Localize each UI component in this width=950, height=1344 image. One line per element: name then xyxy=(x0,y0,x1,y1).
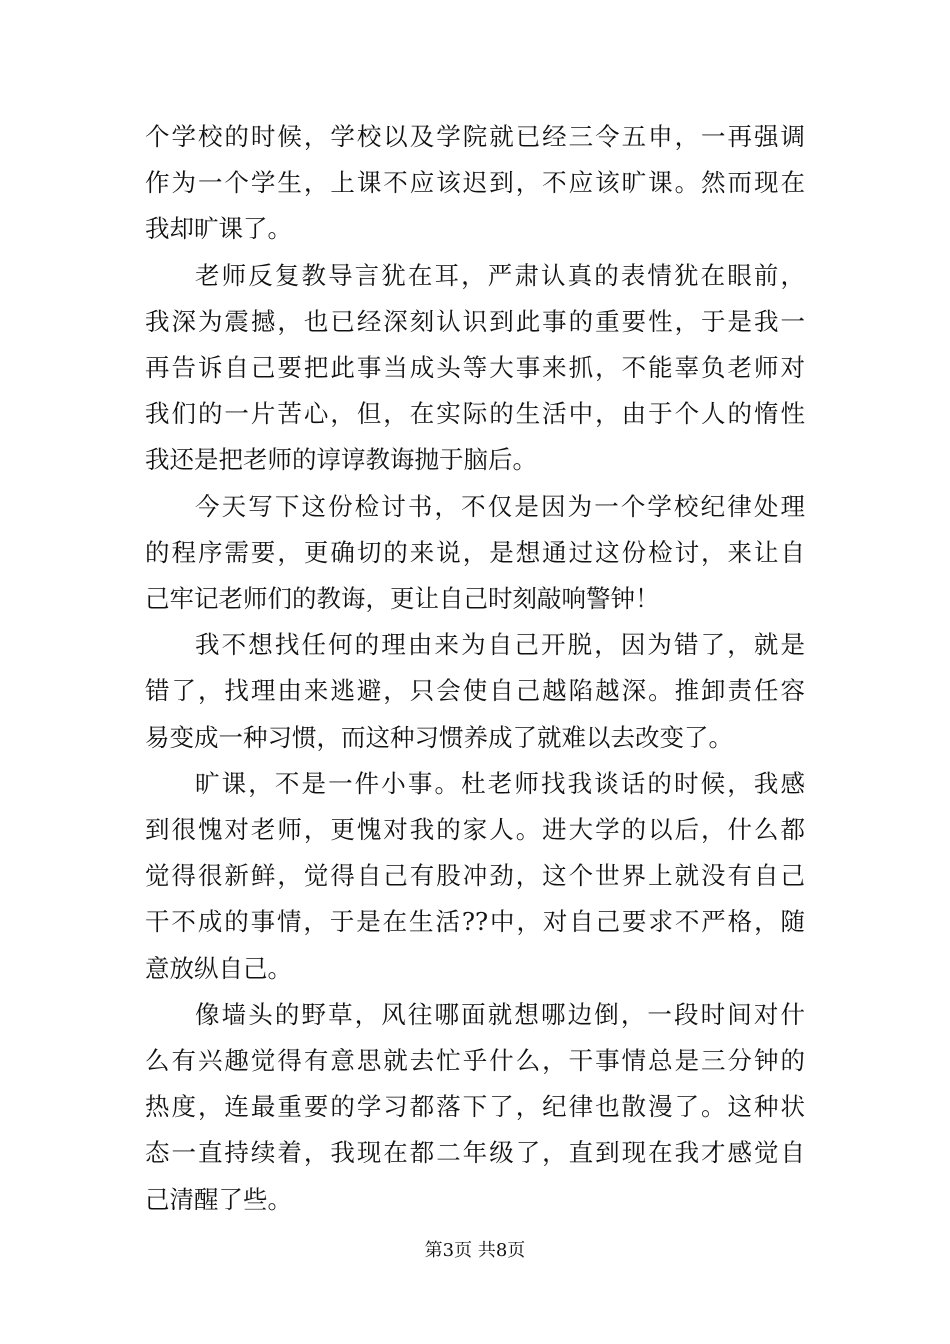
text-line: 意放纵自己。 xyxy=(145,953,292,983)
text-line: 己清醒了些。 xyxy=(145,1184,292,1214)
text-line: 我却旷课了。 xyxy=(145,214,292,244)
text-line: 易变成一种习惯，而这种习惯养成了就难以去改变了。 xyxy=(145,722,733,752)
text-line: 旷课，不是一件小事。杜老师找我谈话的时候，我感 xyxy=(195,768,805,798)
page-number-footer: 第3页 共8页 xyxy=(424,1240,526,1261)
text-line: 我不想找任何的理由来为自己开脱，因为错了，就是 xyxy=(195,630,805,660)
text-line: 的程序需要，更确切的来说，是想通过这份检讨，来让自 xyxy=(145,537,805,567)
text-line: 错了，找理由来逃避，只会使自己越陷越深。推卸责任容 xyxy=(145,676,805,706)
text-line: 态一直持续着，我现在都二年级了，直到现在我才感觉自 xyxy=(145,1138,805,1168)
text-line: 老师反复教导言犹在耳，严肃认真的表情犹在眼前， xyxy=(195,260,805,290)
text-line: 己牢记老师们的教诲，更让自己时刻敲响警钟！ xyxy=(145,584,660,613)
text-line: 觉得很新鲜，觉得自己有股冲劲，这个世界上就没有自己 xyxy=(145,861,805,891)
text-line: 干不成的事情，于是在生活??中，对自己要求不严格，随 xyxy=(145,907,805,937)
text-line: 我还是把老师的谆谆教诲抛于脑后。 xyxy=(145,445,537,475)
text-line: 再告诉自己要把此事当成头等大事来抓，不能辜负老师对 xyxy=(145,353,805,382)
text-line: 个学校的时候，学校以及学院就已经三令五申，一再强调 xyxy=(145,122,805,151)
text-line: 热度，连最重要的学习都落下了，纪律也散漫了。这种状 xyxy=(145,1092,805,1122)
text-line: 到很愧对老师，更愧对我的家人。进大学的以后，什么都 xyxy=(145,815,805,844)
text-line: 么有兴趣觉得有意思就去忙乎什么，干事情总是三分钟的 xyxy=(145,1046,805,1075)
text-line: 作为一个学生，上课不应该迟到，不应该旷课。然而现在 xyxy=(145,168,805,198)
text-line: 像墙头的野草，风往哪面就想哪边倒，一段时间对什 xyxy=(195,999,805,1029)
text-line: 今天写下这份检讨书，不仅是因为一个学校纪律处理 xyxy=(195,491,805,521)
text-line: 我深为震撼，也已经深刻认识到此事的重要性，于是我一 xyxy=(145,306,805,336)
text-line: 我们的一片苦心，但，在实际的生活中，由于个人的惰性 xyxy=(145,399,805,429)
